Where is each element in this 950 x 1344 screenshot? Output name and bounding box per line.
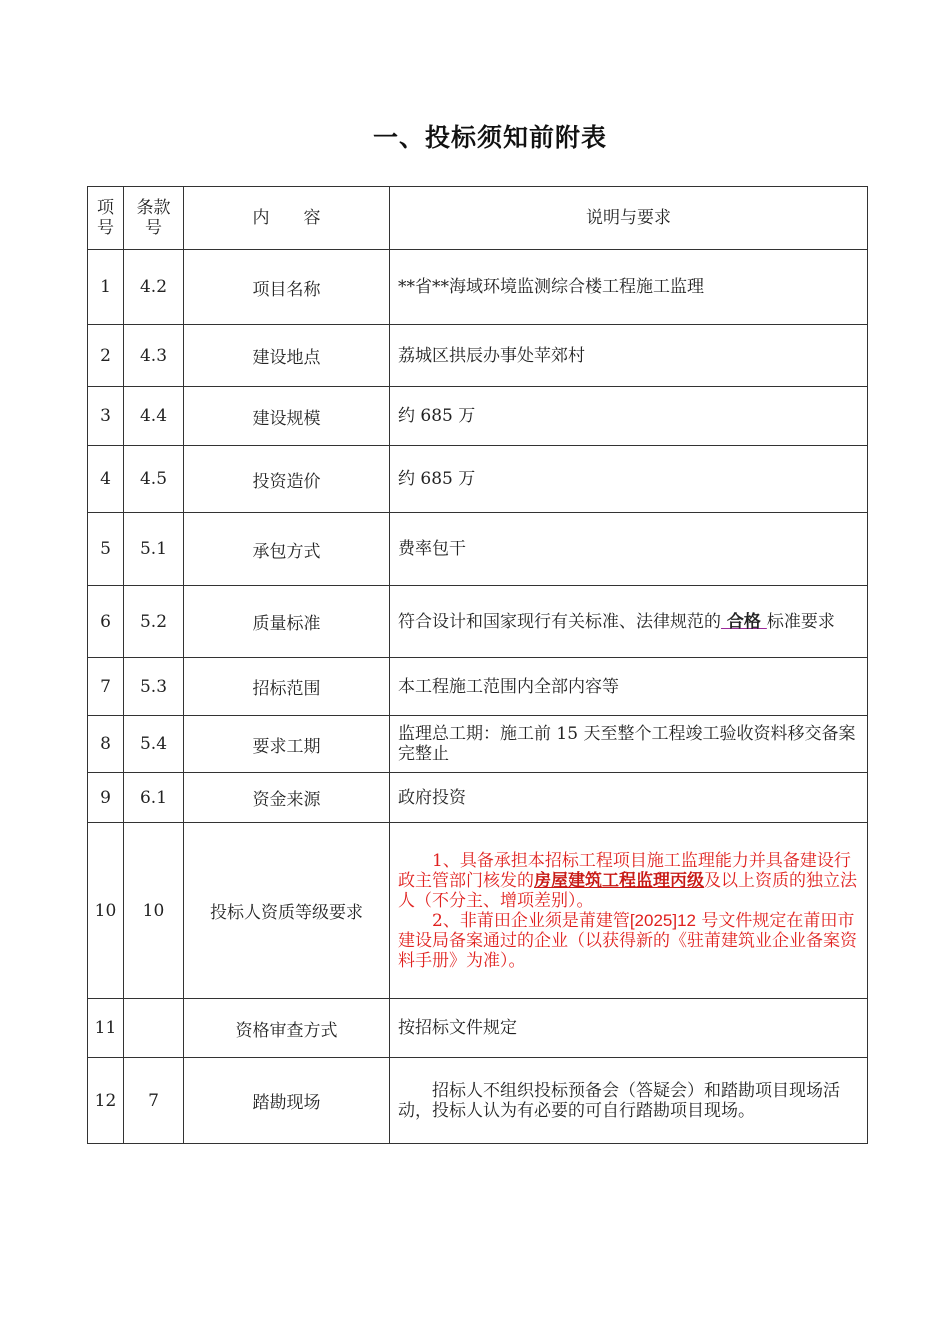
clause-no: 6.1 <box>124 773 184 823</box>
item-no: 9 <box>88 773 124 823</box>
clause-no: 5.2 <box>124 586 184 658</box>
table-row <box>88 999 868 1058</box>
item-no: 10 <box>88 823 124 999</box>
description-cell: **省**海域环境监测综合楼工程施工监理 <box>390 250 868 325</box>
table-row <box>88 716 868 773</box>
clause-no: 4.3 <box>124 325 184 387</box>
description-cell: 按招标文件规定 <box>390 999 868 1058</box>
clause-no: 5.1 <box>124 513 184 586</box>
table-row <box>88 773 868 823</box>
description-cell: 招标人不组织投标预备会（答疑会）和踏勘项目现场活动，投标人认为有必要的可自行踏勘项目现场。 <box>390 1058 868 1144</box>
document-number: [2025]12 <box>629 910 697 930</box>
item-no: 5 <box>88 513 124 586</box>
description-cell: 监理总工期：施工前 15 天至整个工程竣工验收资料移交备案完整止 <box>390 716 868 773</box>
header-content: 内 容 <box>184 187 390 250</box>
table-row <box>88 513 868 586</box>
item-no: 6 <box>88 586 124 658</box>
content-cell: 承包方式 <box>184 513 390 586</box>
clause-no: 4.5 <box>124 446 184 513</box>
content-cell: 建设地点 <box>184 325 390 387</box>
header-item-no: 项号 <box>88 187 124 250</box>
table-row <box>88 658 868 716</box>
content-cell: 资格审查方式 <box>184 999 390 1058</box>
header-description: 说明与要求 <box>390 187 868 250</box>
description-cell <box>390 586 868 658</box>
clause-no: 4.4 <box>124 387 184 446</box>
qualification-paragraph-2: 2、非莆田企业须是莆建管[2025]12 号文件规定在莆田市建设局备案通过的企业（以获得新的《驻莆建筑业企业备案资料手册》为准）。 <box>398 910 857 971</box>
item-no: 7 <box>88 658 124 716</box>
qualification-grade: 房屋建筑工程监理丙级 <box>534 870 704 891</box>
content-cell: 项目名称 <box>184 250 390 325</box>
content-cell: 要求工期 <box>184 716 390 773</box>
content-cell: 投标人资质等级要求 <box>184 823 390 999</box>
description-cell <box>390 823 868 999</box>
item-no: 12 <box>88 1058 124 1144</box>
quality-grade: 合格 <box>721 611 767 632</box>
item-no: 8 <box>88 716 124 773</box>
item-no: 2 <box>88 325 124 387</box>
content-cell: 招标范围 <box>184 658 390 716</box>
quality-text: 符合设计和国家现行有关标准、法律规范的 <box>398 611 721 632</box>
quality-text-end: 标准要求 <box>766 611 835 632</box>
description-cell: 约 685 万 <box>390 446 868 513</box>
item-no: 1 <box>88 250 124 325</box>
table-row <box>88 387 868 446</box>
description-cell: 荔城区拱辰办事处苹郊村 <box>390 325 868 387</box>
content-cell: 踏勘现场 <box>184 1058 390 1144</box>
clause-no <box>124 999 184 1058</box>
description-cell: 约 685 万 <box>390 387 868 446</box>
bid-notice-table <box>87 186 868 1144</box>
content-cell: 质量标准 <box>184 586 390 658</box>
table-header-row <box>88 187 868 250</box>
clause-no: 5.3 <box>124 658 184 716</box>
qualification-paragraph-1: 1、具备承担本招标工程项目施工监理能力并具备建设行政主管部门核发的房屋建筑工程监理丙级及以上资质的独立法人（不分主、增项差别）。 <box>398 850 857 911</box>
table-row <box>88 823 868 999</box>
item-no: 11 <box>88 999 124 1058</box>
header-clause-no: 条款号 <box>124 187 184 250</box>
description-cell: 本工程施工范围内全部内容等 <box>390 658 868 716</box>
description-cell: 费率包干 <box>390 513 868 586</box>
table-row <box>88 446 868 513</box>
table-row <box>88 1058 868 1144</box>
table-row <box>88 250 868 325</box>
content-cell: 资金来源 <box>184 773 390 823</box>
description-cell: 政府投资 <box>390 773 868 823</box>
item-no: 3 <box>88 387 124 446</box>
clause-no: 5.4 <box>124 716 184 773</box>
page-title: 一、投标须知前附表 <box>372 123 607 152</box>
table-row <box>88 586 868 658</box>
item-no: 4 <box>88 446 124 513</box>
clause-no: 7 <box>124 1058 184 1144</box>
content-cell: 建设规模 <box>184 387 390 446</box>
content-cell: 投资造价 <box>184 446 390 513</box>
clause-no: 10 <box>124 823 184 999</box>
table-row <box>88 325 868 387</box>
clause-no: 4.2 <box>124 250 184 325</box>
